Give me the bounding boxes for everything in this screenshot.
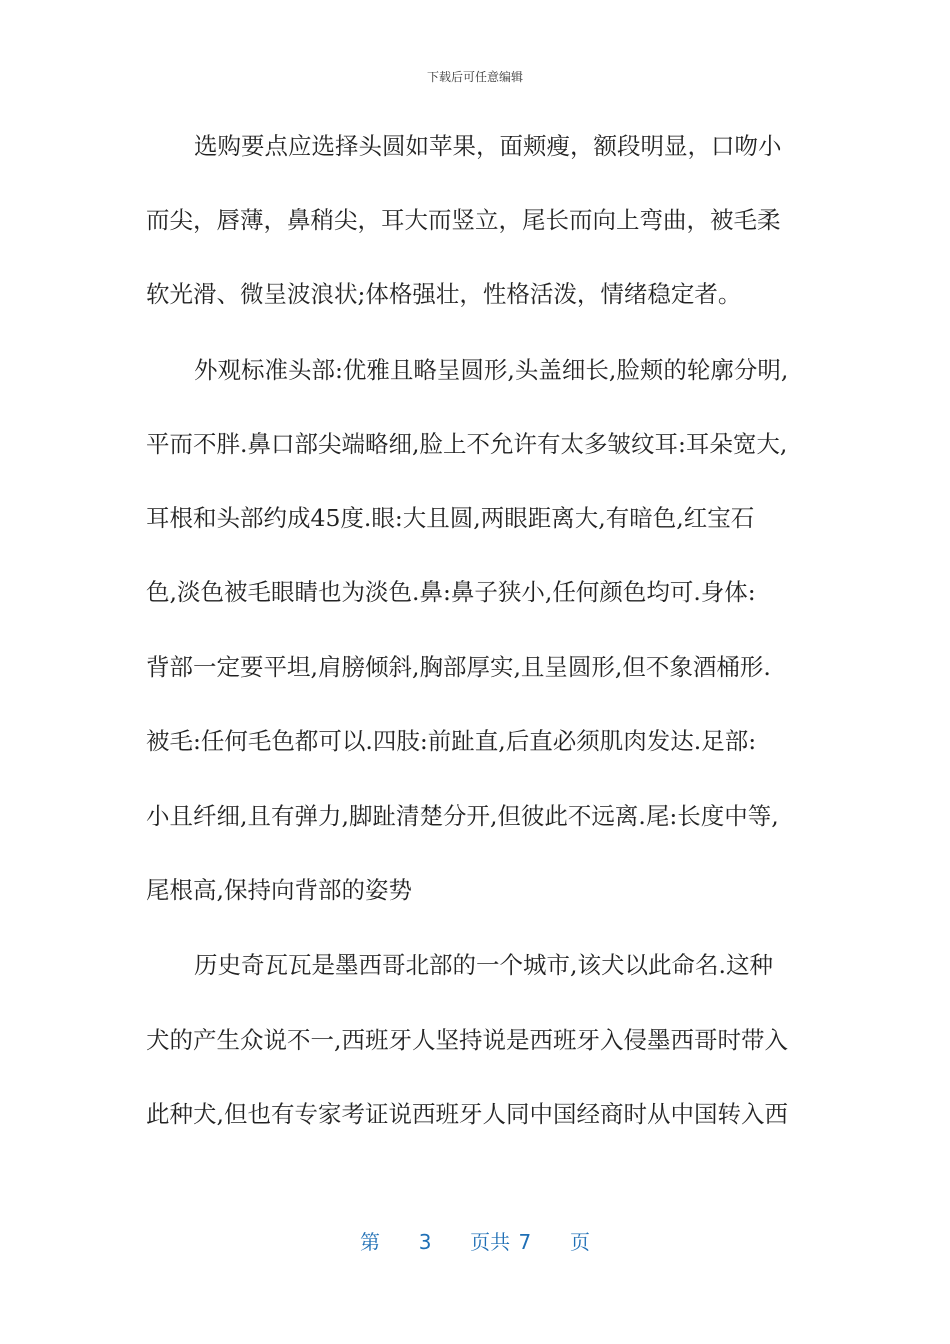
header-note: 下载后可任意编辑 bbox=[426, 70, 523, 84]
paragraph-2-line-5: 背部一定要平坦,肩膀倾斜,胸部厚实,且呈圆形,但不象酒桶形. bbox=[146, 653, 771, 681]
paragraph-1-line-1: 选购要点应选择头圆如苹果，面颊瘦，额段明显，口吻小 bbox=[194, 132, 782, 160]
paragraph-3-line-3: 此种犬,但也有专家考证说西班牙人同中国经商时从中国转入西 bbox=[146, 1100, 788, 1128]
paragraph-2-line-7: 小且纤细,且有弹力,脚趾清楚分开,但彼此不远离.尾:长度中等, bbox=[146, 802, 779, 830]
current-page-number: 3 bbox=[418, 1230, 432, 1254]
paragraph-1-line-2: 而尖，唇薄，鼻稍尖，耳大而竖立，尾长而向上弯曲，被毛柔 bbox=[146, 206, 781, 234]
paragraph-2-line-8: 尾根高,保持向背部的姿势 bbox=[146, 876, 412, 904]
paragraph-3-line-2: 犬的产生众说不一,西班牙人坚持说是西班牙入侵墨西哥时带入 bbox=[146, 1026, 788, 1054]
page-number-footer bbox=[0, 1226, 950, 1255]
page-label-prefix: 第 bbox=[360, 1230, 380, 1254]
paragraph-2-line-2: 平而不胖.鼻口部尖端略细,脸上不允许有太多皱纹耳:耳朵宽大, bbox=[146, 430, 788, 458]
paragraph-2-line-6: 被毛:任何毛色都可以.四肢:前趾直,后直必须肌肉发达.足部: bbox=[146, 727, 757, 755]
page-label-mid: 页共 bbox=[470, 1230, 511, 1254]
paragraph-3-line-1: 历史奇瓦瓦是墨西哥北部的一个城市,该犬以此命名.这种 bbox=[194, 951, 773, 979]
total-pages-number: 7 bbox=[518, 1230, 532, 1254]
paragraph-1-line-3: 软光滑、微呈波浪状;体格强壮，性格活泼，情绪稳定者。 bbox=[146, 280, 742, 308]
paragraph-2-line-3: 耳根和头部约成45度.眼:大且圆,两眼距离大,有暗色,红宝石 bbox=[146, 504, 755, 532]
paragraph-2-line-1: 外观标准头部:优雅且略呈圆形,头盖细长,脸颊的轮廓分明, bbox=[194, 356, 789, 384]
paragraph-2-line-4: 色,淡色被毛眼睛也为淡色.鼻:鼻子狭小,任何颜色均可.身体: bbox=[146, 578, 756, 606]
page-label-suffix: 页 bbox=[569, 1230, 590, 1254]
